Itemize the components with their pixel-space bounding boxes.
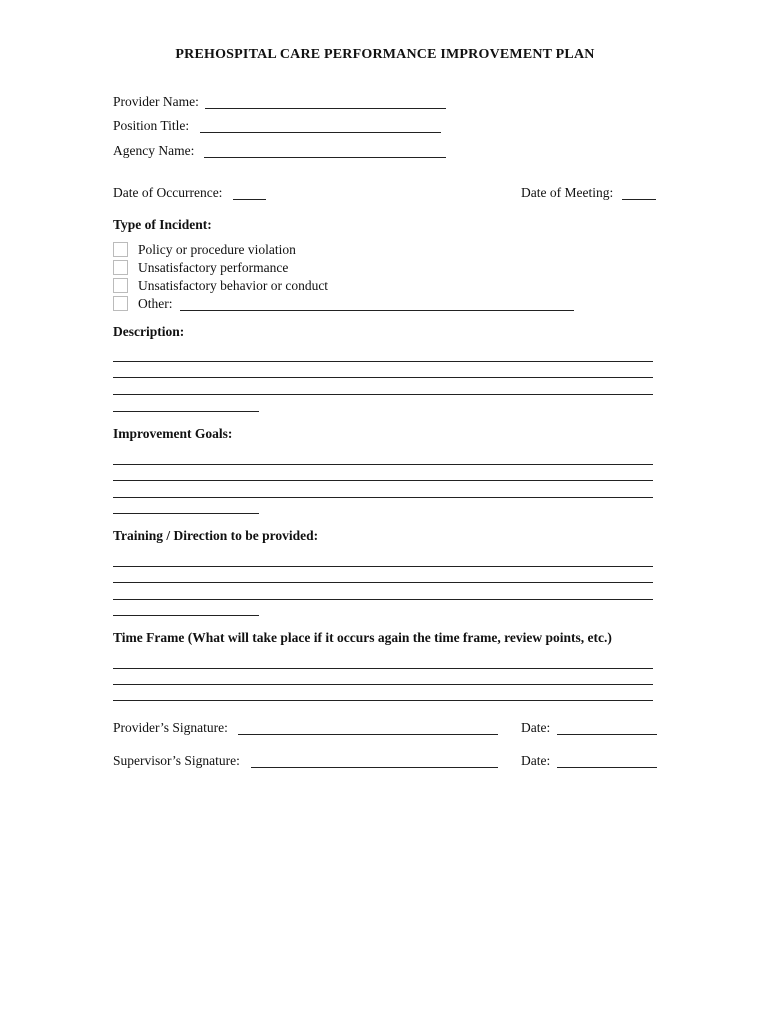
goals-line[interactable]: [113, 480, 653, 481]
checkbox-policy-violation[interactable]: [113, 242, 128, 257]
provider-name-label: Provider Name:: [113, 94, 199, 109]
checkbox-unsatisfactory-behavior[interactable]: [113, 278, 128, 293]
supervisor-signature-label: Supervisor’s Signature:: [113, 753, 240, 768]
option-unsatisfactory-performance: Unsatisfactory performance: [138, 260, 289, 275]
training-line[interactable]: [113, 566, 653, 567]
timeframe-line[interactable]: [113, 668, 653, 669]
position-title-field[interactable]: [200, 132, 441, 133]
description-line[interactable]: [113, 394, 653, 395]
position-title-label: Position Title:: [113, 118, 190, 133]
goals-line[interactable]: [113, 513, 259, 514]
description-line[interactable]: [113, 411, 259, 412]
agency-name-label: Agency Name:: [113, 143, 195, 158]
supervisor-signature-field[interactable]: [251, 767, 498, 768]
description-heading: Description:: [113, 324, 185, 339]
description-line[interactable]: [113, 377, 653, 378]
timeframe-line[interactable]: [113, 700, 653, 701]
training-heading: Training / Direction to be provided:: [113, 528, 319, 543]
checkbox-unsatisfactory-performance[interactable]: [113, 260, 128, 275]
date-occurrence-label: Date of Occurrence:: [113, 185, 223, 200]
date-occurrence-field[interactable]: [233, 199, 266, 200]
training-line[interactable]: [113, 615, 259, 616]
option-policy-violation: Policy or procedure violation: [138, 242, 296, 257]
provider-name-field[interactable]: [205, 108, 446, 109]
incident-heading: Type of Incident:: [113, 217, 212, 232]
provider-date-label: Date:: [521, 720, 551, 735]
goals-line[interactable]: [113, 464, 653, 465]
timeframe-heading: Time Frame (What will take place if it occurs again the time frame, review points, etc.): [113, 630, 612, 645]
form-title: PREHOSPITAL CARE PERFORMANCE IMPROVEMENT PLAN: [175, 47, 595, 62]
goals-line[interactable]: [113, 497, 653, 498]
training-line[interactable]: [113, 599, 653, 600]
agency-name-field[interactable]: [204, 157, 446, 158]
training-line[interactable]: [113, 582, 653, 583]
other-field[interactable]: [180, 310, 574, 311]
goals-heading: Improvement Goals:: [113, 426, 233, 441]
provider-date-field[interactable]: [557, 734, 657, 735]
option-unsatisfactory-behavior: Unsatisfactory behavior or conduct: [138, 278, 329, 293]
checkbox-other[interactable]: [113, 296, 128, 311]
provider-signature-label: Provider’s Signature:: [113, 720, 228, 735]
date-meeting-label: Date of Meeting:: [521, 185, 614, 200]
supervisor-date-label: Date:: [521, 753, 551, 768]
supervisor-date-field[interactable]: [557, 767, 657, 768]
date-meeting-field[interactable]: [622, 199, 656, 200]
timeframe-line[interactable]: [113, 684, 653, 685]
provider-signature-field[interactable]: [238, 734, 498, 735]
description-line[interactable]: [113, 361, 653, 362]
option-other: Other:: [138, 296, 173, 311]
